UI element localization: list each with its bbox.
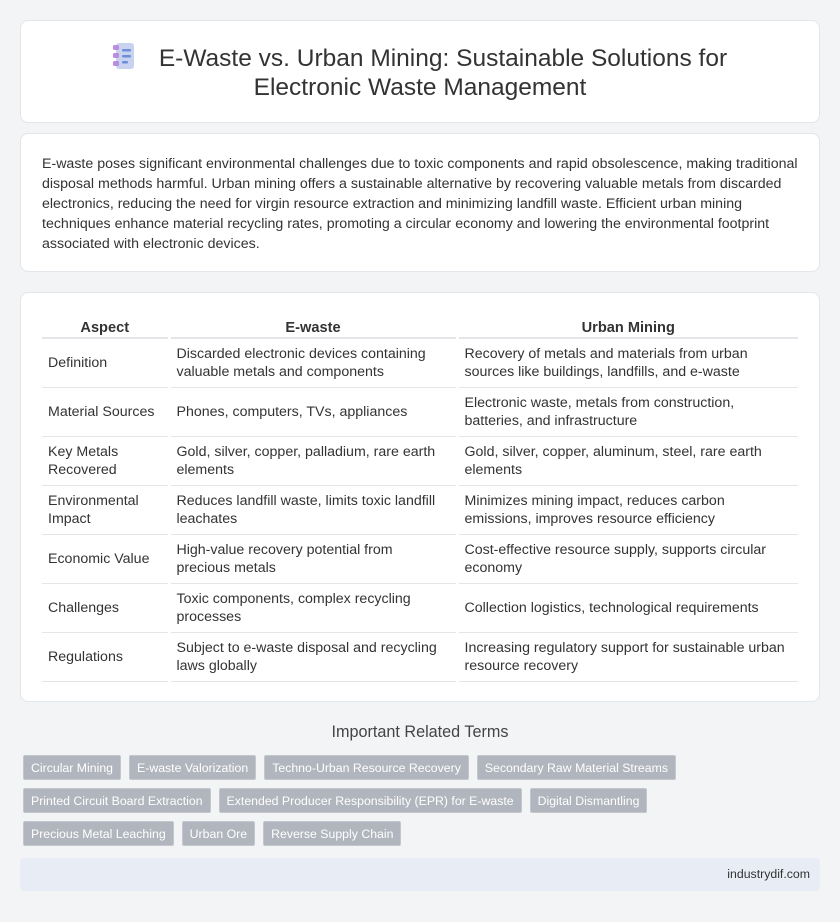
row-e-waste: High-value recovery potential from precious metals bbox=[169, 534, 457, 583]
row-aspect: Material Sources bbox=[42, 387, 169, 436]
page-title-text: E-Waste vs. Urban Mining: Sustainable Solutions for Electronic Waste Management bbox=[158, 45, 728, 101]
related-terms-list bbox=[23, 755, 803, 846]
row-urban-mining: Minimizes mining impact, reduces carbon emissions, improves resource efficiency bbox=[457, 485, 798, 534]
comparison-table-card bbox=[20, 292, 820, 702]
table-row bbox=[42, 387, 798, 436]
table-header-row bbox=[42, 315, 798, 338]
title-card bbox=[20, 20, 820, 123]
related-term-tag[interactable]: Urban Ore bbox=[182, 821, 255, 846]
comparison-table bbox=[42, 315, 798, 682]
table-row bbox=[42, 338, 798, 387]
footer bbox=[20, 858, 820, 891]
intro-paragraph: E-waste poses significant environmental challenges due to toxic components and rapid obsolescence, making traditional disposal methods harmful. Urban mining offers a sustainable alternative by recovering valuable metals from discarded electronics, reducing the need for virgin resource extraction and minimizing landfill waste. Efficient urban mining techniques enhance material recycling rates, promoting a circular economy and lowering the environmental footprint associated with electronic devices. bbox=[42, 156, 798, 252]
related-term-tag[interactable]: Secondary Raw Material Streams bbox=[477, 755, 676, 780]
related-term-tag[interactable]: Reverse Supply Chain bbox=[263, 821, 401, 846]
row-aspect: Environmental Impact bbox=[42, 485, 169, 534]
related-terms-title: Important Related Terms bbox=[331, 723, 509, 741]
row-e-waste: Phones, computers, TVs, appliances bbox=[169, 387, 457, 436]
row-aspect: Economic Value bbox=[42, 534, 169, 583]
page-title bbox=[21, 43, 819, 102]
related-term-tag[interactable]: Printed Circuit Board Extraction bbox=[23, 788, 211, 813]
related-term-tag[interactable]: E-waste Valorization bbox=[129, 755, 256, 780]
row-e-waste: Toxic components, complex recycling processes bbox=[169, 583, 457, 632]
row-urban-mining: Cost-effective resource supply, supports circular economy bbox=[457, 534, 798, 583]
intro-card bbox=[20, 133, 820, 272]
row-urban-mining: Increasing regulatory support for sustainable urban resource recovery bbox=[457, 632, 798, 681]
row-aspect: Challenges bbox=[42, 583, 169, 632]
header-aspect: Aspect bbox=[42, 315, 169, 338]
table-row bbox=[42, 485, 798, 534]
related-term-tag[interactable]: Extended Producer Responsibility (EPR) for E-waste bbox=[219, 788, 522, 813]
related-term-tag[interactable]: Precious Metal Leaching bbox=[23, 821, 174, 846]
row-aspect: Regulations bbox=[42, 632, 169, 681]
row-e-waste: Gold, silver, copper, palladium, rare earth elements bbox=[169, 436, 457, 485]
row-urban-mining: Gold, silver, copper, aluminum, steel, rare earth elements bbox=[457, 436, 798, 485]
related-term-tag[interactable]: Circular Mining bbox=[23, 755, 121, 780]
table-row bbox=[42, 436, 798, 485]
row-urban-mining: Recovery of metals and materials from urban sources like buildings, landfills, and e-waste bbox=[457, 338, 798, 387]
table-row bbox=[42, 534, 798, 583]
row-e-waste: Reduces landfill waste, limits toxic landfill leachates bbox=[169, 485, 457, 534]
related-term-tag[interactable]: Techno-Urban Resource Recovery bbox=[264, 755, 469, 780]
header-e-waste: E-waste bbox=[169, 315, 457, 338]
related-term-tag[interactable]: Digital Dismantling bbox=[530, 788, 648, 813]
row-e-waste: Discarded electronic devices containing valuable metals and components bbox=[169, 338, 457, 387]
header-urban-mining: Urban Mining bbox=[457, 315, 798, 338]
footer-site-link[interactable]: industrydif.com bbox=[727, 867, 810, 881]
row-aspect: Key Metals Recovered bbox=[42, 436, 169, 485]
table-row bbox=[42, 583, 798, 632]
document-icon bbox=[113, 43, 137, 69]
row-aspect: Definition bbox=[42, 338, 169, 387]
row-e-waste: Subject to e-waste disposal and recycling laws globally bbox=[169, 632, 457, 681]
row-urban-mining: Collection logistics, technological requirements bbox=[457, 583, 798, 632]
table-row bbox=[42, 632, 798, 681]
row-urban-mining: Electronic waste, metals from construction, batteries, and infrastructure bbox=[457, 387, 798, 436]
